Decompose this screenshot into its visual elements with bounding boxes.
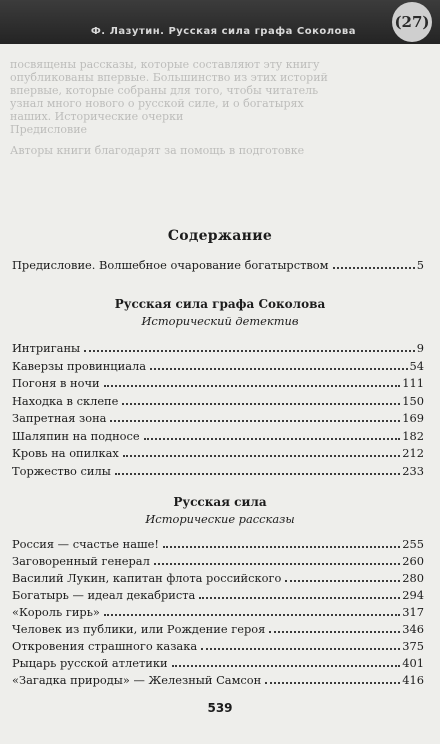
toc-entry-title: Каверзы провинциала <box>12 358 147 373</box>
toc-entry-page: 317 <box>402 605 424 619</box>
toc-entry[interactable] <box>12 536 424 552</box>
toc-entry[interactable] <box>12 553 424 569</box>
toc-entry-title: Запретная зона <box>12 411 107 425</box>
contents-title: Содержание <box>167 228 273 244</box>
toc-entry[interactable] <box>12 410 424 426</box>
toc-entry[interactable] <box>12 393 424 409</box>
toc-entry[interactable] <box>12 587 424 603</box>
toc-entry-title: Предисловие. Волшебное очарование богатырством <box>12 258 329 272</box>
page-number: 539 <box>207 701 233 715</box>
toc-leader-dots <box>104 385 401 387</box>
bleed-through-text <box>10 58 430 157</box>
toc-entry-page: 346 <box>402 622 424 636</box>
toc-entry-page: 255 <box>402 537 424 551</box>
toc-entry-preface[interactable] <box>12 257 424 273</box>
toc-entry-page: 416 <box>402 673 424 687</box>
toc-entry-page: 294 <box>402 588 424 602</box>
toc-entry-title: Рыцарь русской атлетики <box>12 656 168 670</box>
toc-leader-dots <box>163 546 400 548</box>
toc-leader-dots <box>150 368 407 370</box>
toc-entry-page: 401 <box>402 656 424 670</box>
toc-entry-title: Заговоренный генерал <box>12 554 150 568</box>
toc-entry-title: Погоня в ночи <box>12 376 100 390</box>
section-subtitle: Исторические рассказы <box>145 512 295 526</box>
toc-leader-dots <box>110 420 400 422</box>
toc-leader-dots <box>123 455 400 457</box>
toc-leader-dots <box>144 438 401 440</box>
toc-entry-title: Василий Лукин, капитан флота российского <box>12 571 282 585</box>
bleed-line: Предисловие <box>10 123 88 136</box>
toc-entry[interactable] <box>12 638 424 654</box>
toc-leader-dots <box>201 648 400 650</box>
toc-entry-page: 150 <box>402 393 424 408</box>
running-title: Ф. Лазутин. Русская сила графа Соколова <box>90 26 356 37</box>
toc-leader-dots <box>199 597 400 599</box>
section-subtitle: Исторический детектив <box>141 314 299 328</box>
toc-entry-title: «Король гирь» <box>12 605 100 619</box>
toc-leader-dots <box>104 614 400 616</box>
bleed-line: узнал много нового о русской силе, и о богатырях <box>10 97 304 110</box>
toc-entry-title: Россия — счастье наше! <box>12 537 159 551</box>
toc-entry[interactable] <box>12 672 424 688</box>
toc-entry-page: 169 <box>402 411 424 425</box>
toc-leader-dots <box>172 665 401 667</box>
toc-entry-title: Откровения страшного казака <box>12 639 198 653</box>
chapter-emblem: (27) <box>392 2 432 42</box>
toc-entry-page: 182 <box>402 428 424 443</box>
toc-entry-title: Находка в склепе <box>12 393 119 408</box>
toc-entry-page: 9 <box>416 341 424 355</box>
toc-entry-page: 233 <box>402 463 424 478</box>
toc-entry-title: Богатырь — идеал декабриста <box>12 588 196 602</box>
toc-entry[interactable] <box>12 655 424 671</box>
toc-leader-dots <box>285 580 400 582</box>
toc-entry[interactable] <box>12 340 424 356</box>
toc-leader-dots <box>154 563 400 565</box>
bleed-line: наших. Исторические очерки <box>10 110 184 123</box>
toc-entry[interactable] <box>12 604 424 620</box>
toc-entry[interactable] <box>12 463 424 479</box>
toc-entry-page: 260 <box>402 554 424 568</box>
toc-entry[interactable] <box>12 428 424 444</box>
toc-entry-page: 54 <box>409 358 424 373</box>
toc-entry[interactable] <box>12 621 424 637</box>
toc-entry-page: 5 <box>416 258 424 272</box>
toc-entry-page: 111 <box>402 376 424 390</box>
section-title: Русская сила <box>173 495 267 509</box>
toc-entry-page: 212 <box>402 446 424 460</box>
toc-entry[interactable] <box>12 570 424 586</box>
toc-entry-page: 280 <box>402 571 424 585</box>
toc-leader-dots <box>333 267 415 269</box>
bleed-line: посвящены рассказы, которые составляют эту книгу <box>10 58 320 71</box>
toc-leader-dots <box>122 403 400 405</box>
toc-leader-dots <box>269 631 400 633</box>
toc-entry-title: Интриганы <box>12 341 81 355</box>
toc-entry-page: 375 <box>402 639 424 653</box>
toc-entry-title: Кровь на опилках <box>12 446 119 460</box>
toc-entry-title: «Загадка природы» — Железный Самсон <box>12 673 262 687</box>
toc-entry[interactable] <box>12 358 424 374</box>
toc-entry[interactable] <box>12 445 424 461</box>
toc-entry-title: Человек из публики, или Рождение героя <box>12 622 266 636</box>
bleed-line: Авторы книги благодарят за помощь в подготовке <box>10 144 305 157</box>
toc-leader-dots <box>115 473 400 475</box>
section-title: Русская сила графа Соколова <box>114 297 326 311</box>
bleed-line: впервые, которые собраны для того, чтобы читатель <box>10 84 319 97</box>
toc-leader-dots <box>265 682 400 684</box>
toc-entry-title: Торжество силы <box>12 463 111 478</box>
toc-entry[interactable] <box>12 375 424 391</box>
toc-leader-dots <box>84 350 415 352</box>
bleed-line: опубликованы впервые. Большинство из этих историй <box>10 71 328 84</box>
running-header <box>0 0 440 44</box>
toc-entry-title: Шаляпин на подносе <box>12 428 140 443</box>
